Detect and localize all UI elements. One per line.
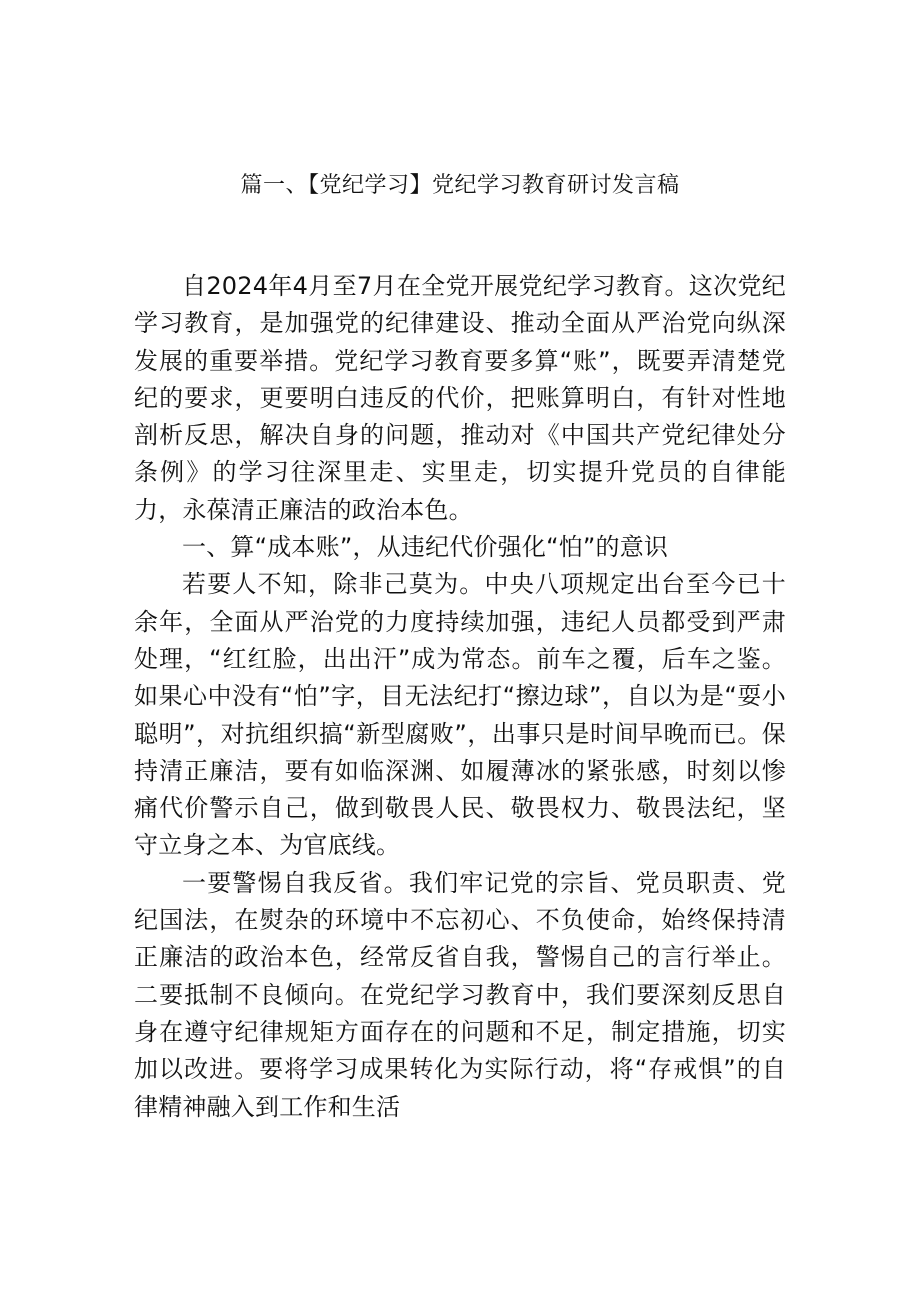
body-paragraph: 一要警惕自我反省。我们牢记党的宗旨、党员职责、党纪国法，在熨杂的环境中不忘初心、不负使命，始终保持清正廉洁的政治本色，经常反省自我，警惕自己的言行举止。二要抵制不良倾向。在党纪学习教育中，我们要深刻反思自身在遵守纪律规矩方面存在的问题和不足，制定措施，切实加以改进。要将学习成果转化为实际行动，将“存戒惧”的自律精神融入到工作和生活 (134, 868, 786, 1121)
section-heading: 一、算“成本账”，从违纪代价强化“怕”的意识 (182, 533, 669, 562)
intro-paragraph: 自2024年4月至7月在全党开展党纪学习教育。这次党纪学习教育，是加强党的纪律建设、推动全面从严治党向纵深发展的重要举措。党纪学习教育要多算“账”，既要弄清楚党纪的要求，更要明白违反的代价，把账算明白，有针对性地剖析反思，解决自身的问题，推动对《中国共产党纪律处分条例》的学习往深里走、实里走，切实提升党员的自律能力，永葆清正廉洁的政治本色。 (134, 272, 786, 524)
document-body (134, 268, 786, 1126)
document-title: 篇一、【党纪学习】党纪学习教育研讨发言稿 (240, 173, 680, 198)
body-paragraph: 若要人不知，除非己莫为。中央八项规定出台至今已十余年，全面从严治党的力度持续加强，违纪人员都受到严肃处理，“红红脸，出出汗”成为常态。前车之覆，后车之鉴。如果心中没有“怕”字，目无法纪打“擦边球”，自以为是“耍小聪明”，对抗组织搞“新型腐败”，出事只是时间早晚而已。保持清正廉洁，要有如临深渊、如履薄冰的紧张感，时刻以惨痛代价警示自己，做到敬畏人民、敬畏权力、敬畏法纪，坚守立身之本、为官底线。 (134, 570, 786, 860)
